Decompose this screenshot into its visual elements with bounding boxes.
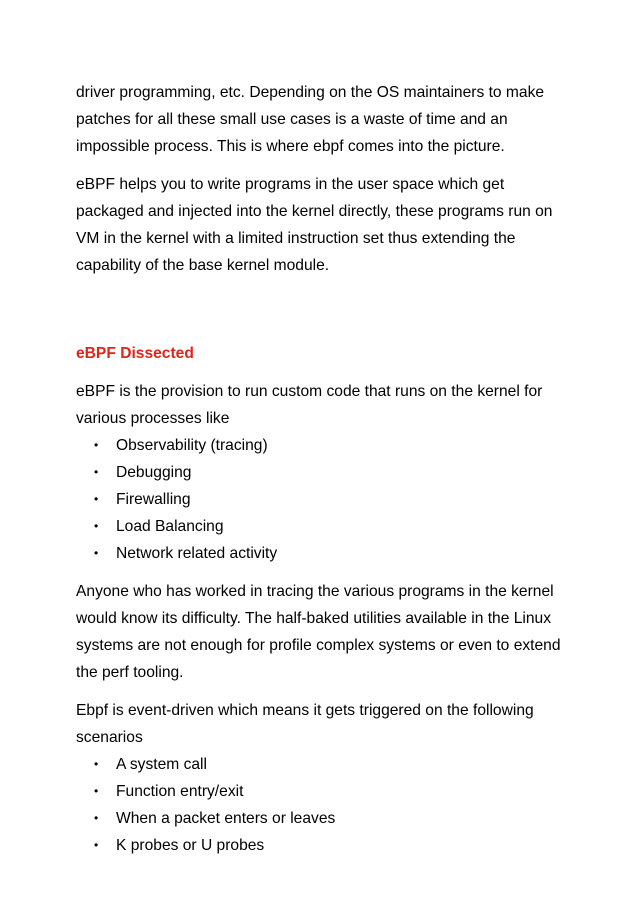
list-item (76, 778, 576, 805)
list-item (76, 805, 576, 832)
list-item-text: Observability (tracing) (116, 437, 268, 454)
list-item-text: Firewalling (116, 491, 191, 508)
paragraph-event-driven: Ebpf is event-driven which means it gets triggered on the following scenarios (76, 702, 534, 746)
bullet-icon: • (94, 811, 99, 825)
list-item-text: A system call (116, 756, 207, 773)
list-item-text: K probes or U probes (116, 837, 265, 854)
list-item-text: Function entry/exit (116, 783, 244, 800)
bullet-icon: • (94, 492, 99, 506)
list-item (76, 432, 576, 459)
document-body (76, 79, 576, 859)
process-list (76, 432, 576, 567)
bullet-icon: • (94, 519, 99, 533)
bullet-icon: • (94, 465, 99, 479)
list-item (76, 751, 576, 778)
list-item (76, 486, 576, 513)
list-item (76, 513, 576, 540)
bullet-icon: • (94, 546, 99, 560)
list-item (76, 459, 576, 486)
paragraph-provision: eBPF is the provision to run custom code that runs on the kernel for various processes like (76, 383, 543, 427)
list-item-text: When a packet enters or leaves (116, 810, 336, 827)
list-item (76, 540, 576, 567)
bullet-icon: • (94, 438, 99, 452)
scenario-list (76, 751, 576, 859)
list-item-text: Network related activity (116, 545, 278, 562)
bullet-icon: • (94, 757, 99, 771)
paragraph-intro: driver programming, etc. Depending on the OS maintainers to make patches for all these small use cases is a waste of time and an impossible process. This is where ebpf comes into the picture. (76, 84, 545, 155)
bullet-icon: • (94, 784, 99, 798)
paragraph-ebpf-helps: eBPF helps you to write programs in the user space which get packaged and injected into the kernel directly, these programs run on VM in the kernel with a limited instruction set thus extending the capability of the base kernel module. (76, 176, 553, 274)
list-item (76, 832, 576, 859)
bullet-icon: • (94, 838, 99, 852)
list-item-text: Load Balancing (116, 518, 224, 535)
list-item-text: Debugging (116, 464, 192, 481)
section-heading: eBPF Dissected (76, 345, 194, 362)
paragraph-tracing: Anyone who has worked in tracing the various programs in the kernel would know its difficulty. The half-baked utilities available in the Linux systems are not enough for profile complex systems or even to extend the perf tooling. (76, 583, 561, 681)
